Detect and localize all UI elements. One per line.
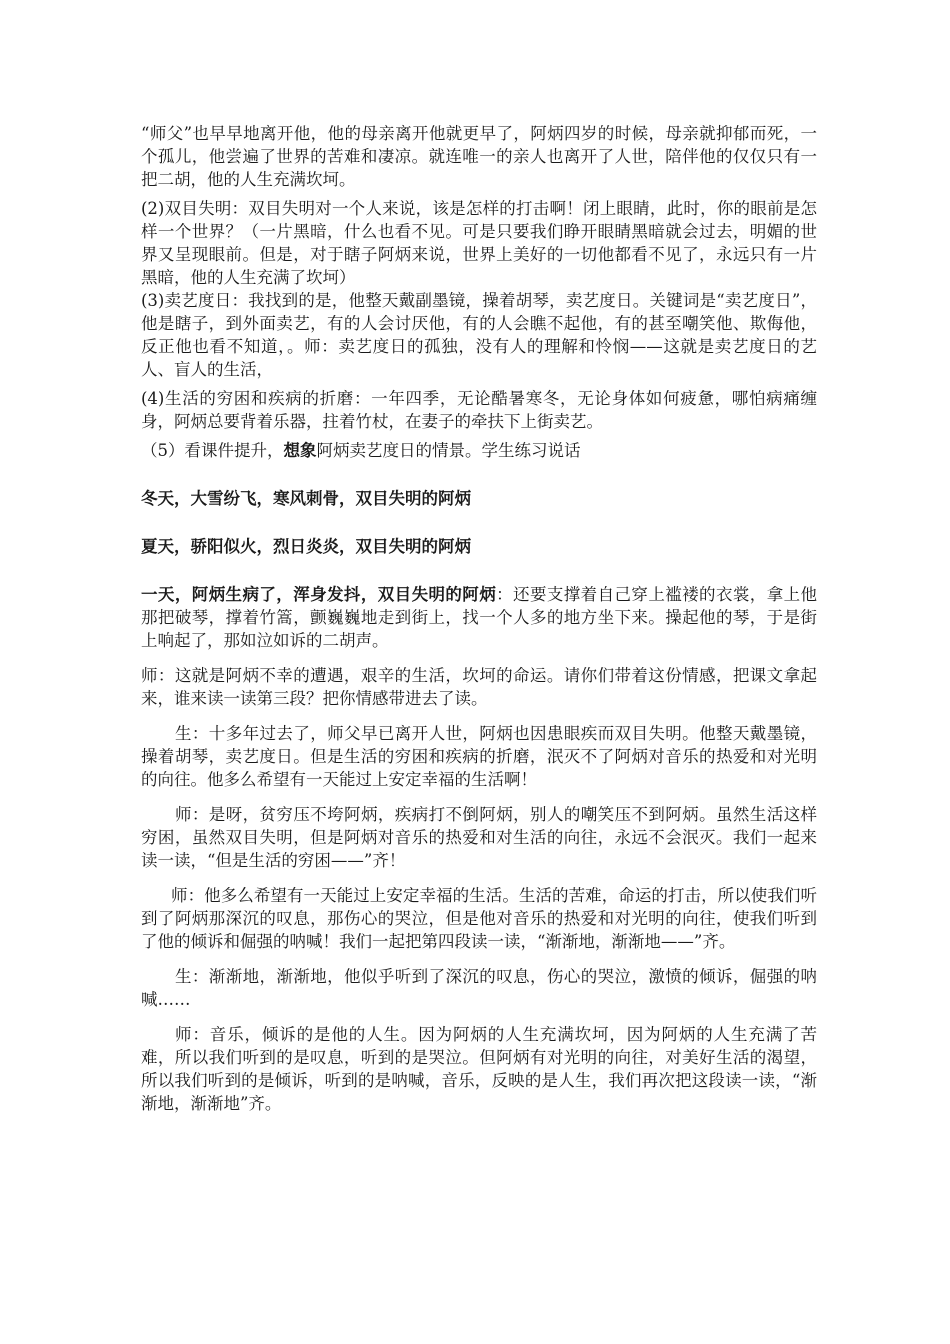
imagine-suffix: 阿炳卖艺度日的情景。学生练习说话: [316, 441, 581, 460]
paragraph-teacher-2: 师：是呀，贫穷压不垮阿炳，疾病打不倒阿炳，别人的嘲笑压不到阿炳。虽然生活这样穷困，虽然双目失明，但是阿炳对音乐的热爱和对生活的向往，永远不会泯灭。我们一起来读一读，“但是生活的穷困——”齐！: [141, 805, 817, 870]
paragraph-student-1: 生：十多年过去了，师父早已离开人世，阿炳也因患眼疾而双目失明。他整天戴墨镜，操着胡琴，卖艺度日。但是生活的穷困和疾病的折磨，泯灭不了阿炳对音乐的热爱和对光明的向往。他多么希望有一天能过上安定幸福的生活啊！: [141, 724, 817, 789]
paragraph-teacher-4: 师：音乐，倾诉的是他的人生。因为阿炳的人生充满坎坷，因为阿炳的人生充满了苦难，所以我们听到的是叹息，听到的是哭泣。但阿炳有对光明的向往，对美好生活的渴望，所以我们听到的是倾诉，听到的是呐喊，音乐，反映的是人生，我们再次把这段读一读，“渐渐地，渐渐地”齐。: [141, 1025, 817, 1113]
paragraph-imagine: [141, 439, 817, 462]
sick-day-lead: 一天，阿炳生病了，浑身发抖，双目失明的阿炳: [141, 585, 497, 604]
imagine-keyword: 想象: [283, 441, 317, 460]
heading-summer: 夏天，骄阳似火，烈日炎炎，双目失明的阿炳: [141, 537, 471, 556]
paragraph-poverty-illness: (4)生活的穷困和疾病的折磨：一年四季，无论酷暑寒冬，无论身体如何疲惫，哪怕病痛缠身，阿炳总要背着乐器，拄着竹杖，在妻子的牵扶下上街卖艺。: [141, 389, 817, 431]
paragraph-blindness: (2)双目失明：双目失明对一个人来说，该是怎样的打击啊！闭上眼睛，此时，你的眼前是怎样一个世界？（一片黑暗，什么也看不见。可是只要我们睁开眼睛黑暗就会过去，明媚的世界又呈现眼前。但是，对于瞎子阿炳来说，世界上美好的一切他都看不见了，永远只有一片黑暗，他的人生充满了坎坷）: [141, 199, 817, 287]
document-body: [141, 122, 817, 1115]
paragraph-student-2: 生：渐渐地，渐渐地，他似乎听到了深沉的叹息，伤心的哭泣，激愤的倾诉，倔强的呐喊……: [141, 967, 817, 1009]
heading-winter: 冬天，大雪纷飞，寒风刺骨，双目失明的阿炳: [141, 489, 471, 508]
paragraph-busking: (3)卖艺度日：我找到的是，他整天戴副墨镜，操着胡琴，卖艺度日。关键词是“卖艺度日”，他是瞎子，到外面卖艺，有的人会讨厌他，有的人会瞧不起他，有的甚至嘲笑他、欺侮他，反正他也看不知道，。师：卖艺度日的孤独，没有人的理解和怜悯——这就是卖艺度日的艺人、盲人的生活，: [141, 291, 817, 379]
paragraph-sick-day: [141, 583, 817, 652]
paragraph-master-left: “师父”也早早地离开他，他的母亲离开他就更早了，阿炳四岁的时候，母亲就抑郁而死，一个孤儿，他尝遍了世界的苦难和凄凉。就连唯一的亲人也离开了人世，陪伴他的仅仅只有一把二胡，他的人生充满坎坷。: [141, 124, 817, 189]
paragraph-teacher-3: 师：他多么希望有一天能过上安定幸福的生活。生活的苦难，命运的打击，所以使我们听到了阿炳那深沉的叹息，那伤心的哭泣，但是他对音乐的热爱和对光明的向往，使我们听到了他的倾诉和倔强的呐喊！我们一起把第四段读一读，“渐渐地，渐渐地——”齐。: [141, 886, 817, 951]
imagine-prefix: （5）看课件提升，: [141, 441, 284, 460]
paragraph-teacher-1: 师：这就是阿炳不幸的遭遇，艰辛的生活，坎坷的命运。请你们带着这份情感，把课文拿起来，谁来读一读第三段？把你情感带进去了读。: [141, 666, 817, 708]
sick-day-body: ：还要支撑着自己穿上褴褛的衣裳，拿上他那把破琴，撑着竹篙，颤巍巍地走到街上，找一个人多的地方坐下来。操起他的琴，于是街上响起了，那如泣如诉的二胡声。: [141, 585, 818, 650]
